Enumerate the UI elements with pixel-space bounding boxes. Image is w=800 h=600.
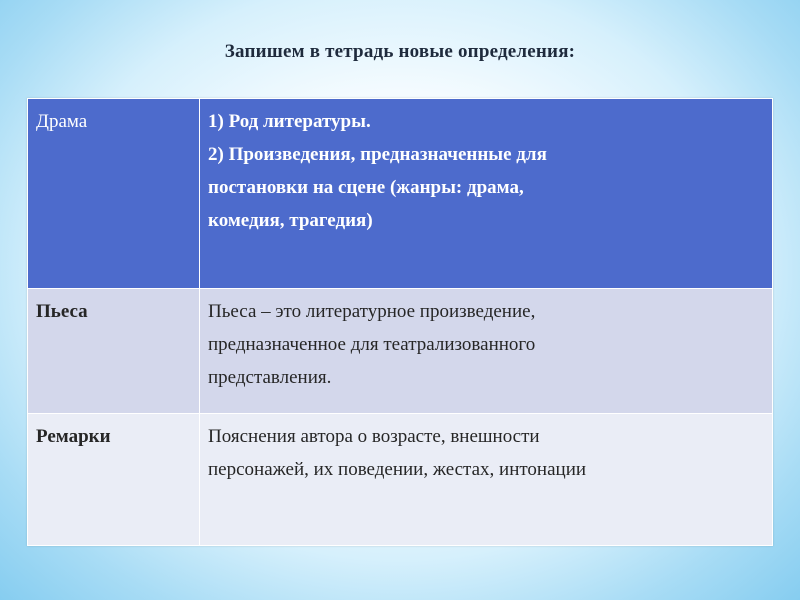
definition-line: постановки на сцене (жанры: драма, — [208, 177, 524, 198]
definition-line: предназначенное для театрализованного — [208, 334, 536, 355]
definition-cell — [200, 99, 773, 289]
definition-line: комедия, трагедия) — [208, 210, 373, 231]
table-row-remarks — [28, 414, 773, 546]
term-cell: Пьеса — [28, 289, 200, 414]
table-row-drama — [28, 99, 773, 289]
definition-cell — [200, 289, 773, 414]
table-row-play — [28, 289, 773, 414]
definitions-table — [27, 98, 773, 546]
definition-cell — [200, 414, 773, 546]
definition-line: 1) Род литературы. — [208, 111, 371, 132]
definition-line: представления. — [208, 367, 332, 388]
definition-line: Пояснения автора о возрасте, внешности — [208, 426, 540, 447]
definition-line: 2) Произведения, предназначенные для — [208, 144, 547, 165]
slide-title: Запишем в тетрадь новые определения: — [224, 41, 576, 62]
term-cell: Ремарки — [28, 414, 200, 546]
term-cell: Драма — [28, 99, 200, 289]
definition-line: Пьеса – это литературное произведение, — [208, 301, 536, 322]
definition-line: персонажей, их поведении, жестах, интонации — [208, 459, 587, 480]
